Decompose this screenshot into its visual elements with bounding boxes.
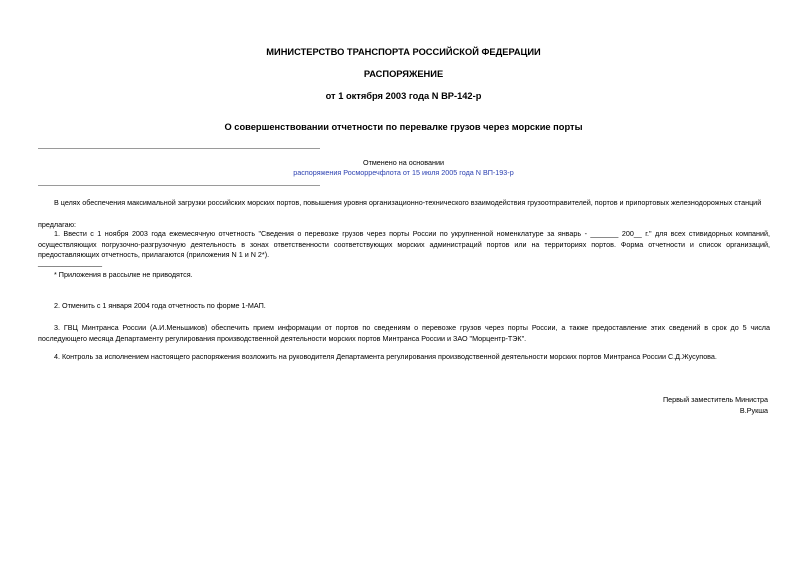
document-type-heading: РАСПОРЯЖЕНИЕ bbox=[363, 69, 444, 79]
signature-name: В.Рукша bbox=[739, 406, 768, 415]
cancel-link[interactable]: распоряжения Росморречфлота от 15 июля 2005 года N ВП-193-р bbox=[293, 168, 514, 177]
item-3-paragraph: 3. ГВЦ Минтранса России (А.И.Меньшиков) обеспечить прием информации от портов по сведениям о перевозке грузов через порты России, а также предоставление этих сведений в срок до 5 числа последующего месяца Департаменту регулирования производственной деятельности морских портов Минтранса России и ЗАО "Морцентр-ТЭК". bbox=[38, 323, 770, 343]
footnote-rule: ________________ bbox=[38, 258, 102, 267]
item-1-paragraph: 1. Ввести с 1 ноября 2003 года ежемесячную отчетность "Сведения о перевозке грузов через порты России по укрупненной номенклатуре за январь - _______ 200__ г." для всех стивидорных компаний, осуществляющих погрузочно-разгрузочную деятельность в зонах ответственности соответствующих морских администраций портов или на территориях портов. Форма отчетности и список организаций, предоставляющих отчетность, прилагаются (приложения N 1 и N 2*). bbox=[38, 229, 770, 259]
intro-paragraph: В целях обеспечения максимальной загрузки российских морских портов, повышения уровня организационно-технического взаимодействия грузоотправителей, портов и припортовых железнодорожных станций bbox=[54, 198, 762, 207]
ministry-heading: МИНИСТЕРСТВО ТРАНСПОРТА РОССИЙСКОЙ ФЕДЕРАЦИИ bbox=[266, 47, 541, 57]
proposes-label: предлагаю: bbox=[38, 220, 76, 229]
signature-position: Первый заместитель Министра bbox=[662, 395, 768, 404]
date-number-heading: от 1 октября 2003 года N ВР-142-р bbox=[325, 91, 482, 101]
item-4-paragraph: 4. Контроль за исполнением настоящего распоряжения возложить на руководителя Департамента регулирования производственной деятельности морских портов Минтранса России С.Д.Жусупова. bbox=[54, 352, 717, 361]
item-2-paragraph: 2. Отменить с 1 января 2004 года отчетность по форме 1-МАП. bbox=[54, 301, 266, 310]
footnote-text: * Приложения в рассылке не приводятся. bbox=[54, 270, 193, 279]
bottom-divider bbox=[38, 185, 320, 186]
cancelled-note: Отменено на основании bbox=[362, 158, 444, 167]
subject-heading: О совершенствовании отчетности по перевалке грузов через морские порты bbox=[224, 122, 583, 132]
top-divider bbox=[38, 148, 320, 149]
